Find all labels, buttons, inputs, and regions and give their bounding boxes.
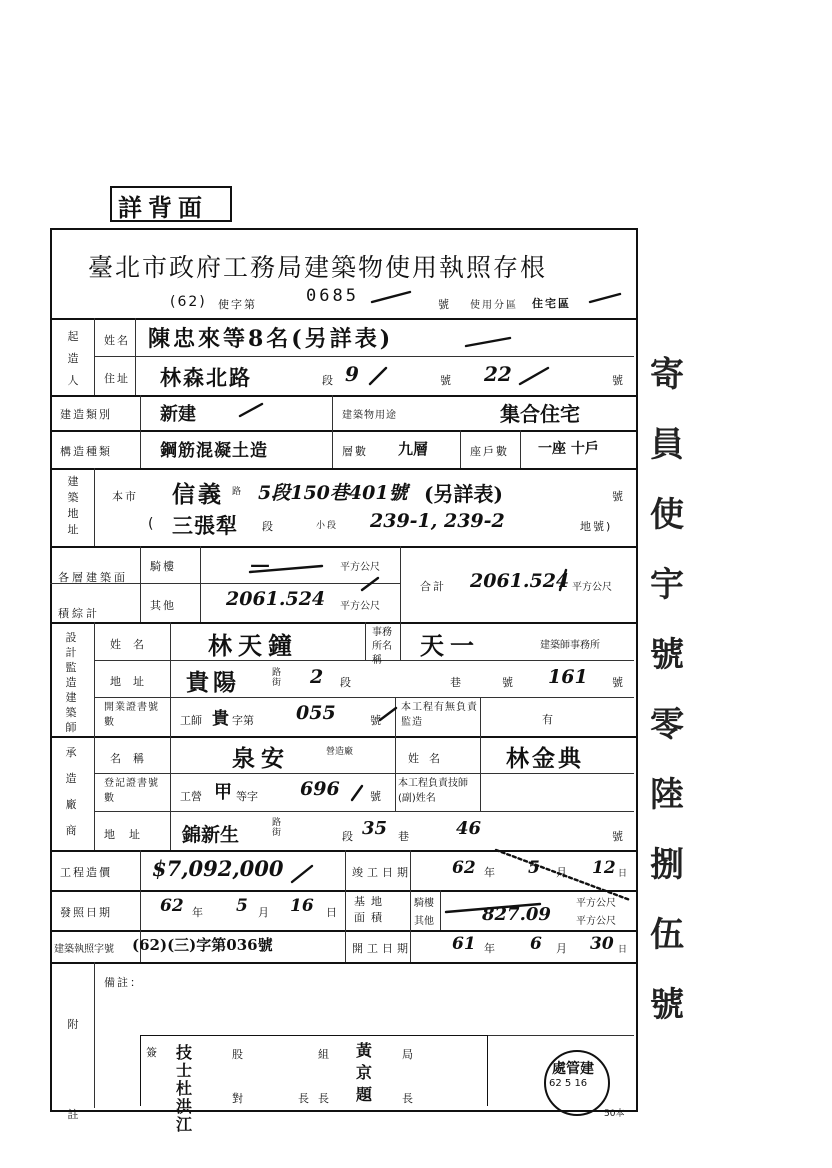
architect-name: 林天鐘 <box>208 631 298 660</box>
complete-month: 5 <box>528 858 540 878</box>
applicant-name: 陳忠來等8名(另詳表) <box>148 326 394 352</box>
start-month: 6 <box>530 934 542 954</box>
vrule <box>94 468 95 546</box>
issue-day-char: 日 <box>326 906 339 919</box>
side-stamp <box>650 340 690 1040</box>
rule <box>50 430 636 432</box>
vrule <box>200 546 201 622</box>
architect-addr: 貴陽 <box>186 669 240 696</box>
contractor-no: 46 <box>456 818 482 839</box>
role-2: 組 <box>318 1048 331 1061</box>
base-value: 827.09 <box>482 904 551 925</box>
units-label: 座戶數 <box>470 445 509 458</box>
license-char: 字第 <box>232 714 254 727</box>
rule <box>50 468 636 470</box>
applicant-addr-label: 住址 <box>104 372 130 385</box>
vrule <box>520 430 521 468</box>
rule <box>50 930 636 932</box>
permit-value: (62)(三)字第036號 <box>132 936 273 954</box>
contractor-addr-label: 地址 <box>104 828 154 841</box>
remarks-label: 備註： <box>104 976 143 989</box>
units-value: 一座 十戶 <box>538 441 599 457</box>
applicant-addr: 林森北路 <box>160 365 252 390</box>
start-day-char: 日 <box>618 945 630 955</box>
permit-label: 建築執照字號 <box>54 944 114 955</box>
complete-day: 12 <box>592 858 616 878</box>
vrule <box>170 622 171 850</box>
issue-year-char: 年 <box>192 906 205 919</box>
contractor-suffix: 營造廠 <box>326 747 354 757</box>
reg-class: 甲 <box>214 782 232 803</box>
contractor-lane: 巷 <box>398 830 411 843</box>
remarks-side-label: 附註 <box>67 1018 79 1121</box>
lot-no: 239-1, 239-2 <box>370 510 505 532</box>
vrule <box>135 318 136 395</box>
header-tag: 詳背面 <box>118 193 208 222</box>
total-unit: 平方公尺 <box>572 582 612 593</box>
rule <box>50 395 636 397</box>
role-1b: 長 <box>298 1092 311 1105</box>
other-unit: 平方公尺 <box>340 601 380 612</box>
architect-name-label: 姓名 <box>110 638 156 651</box>
rule <box>94 811 634 812</box>
architect-section: 2 <box>310 666 324 688</box>
reg-label <box>104 776 166 806</box>
issue-year: 62 <box>160 896 184 916</box>
staff-name-text: 技士杜洪江 <box>176 1043 193 1134</box>
lot-end: 地號) <box>580 520 613 533</box>
rule <box>50 736 636 738</box>
base-label-text: 基地面積 <box>354 895 388 924</box>
vrule <box>332 430 333 468</box>
start-month-char: 月 <box>556 942 569 955</box>
office-suffix: 建築師事務所 <box>540 640 600 651</box>
vrule <box>395 736 396 811</box>
architect-no-label: 號 <box>502 676 515 689</box>
applicant-addr-no: 22 <box>484 362 512 386</box>
type-value: 新建 <box>160 404 196 425</box>
rule <box>50 850 636 852</box>
base-label <box>354 894 404 926</box>
architect-lane-label: 巷 <box>450 676 463 689</box>
location-end: 號 <box>612 490 625 503</box>
supervise-label-text: 本工程有無負責監造 <box>401 702 478 728</box>
complete-year: 62 <box>452 858 476 878</box>
complete-day-char: 日 <box>618 869 630 879</box>
start-year: 61 <box>452 934 476 954</box>
base-other: 其他 <box>414 916 434 927</box>
vrule <box>460 430 461 468</box>
license-label-text: 開業證書號數 <box>104 702 159 728</box>
use-value: 集合住宅 <box>500 402 580 426</box>
start-label: 開工日期 <box>352 942 412 955</box>
architect-addr-end: 號 <box>612 676 625 689</box>
role-1: 股 <box>232 1048 245 1061</box>
supervise-label <box>401 700 479 730</box>
license-value: 055 <box>296 702 336 724</box>
applicant-addr-section-label: 段 <box>322 374 335 387</box>
cost-value: $7,092,000 <box>152 856 284 881</box>
license-number: 0685 <box>306 286 359 306</box>
base-unit-2: 平方公尺 <box>576 916 616 927</box>
contractor-name: 泉安 <box>232 745 290 772</box>
contractor-section: 35 <box>362 818 388 839</box>
zone-value: 住宅區 <box>532 297 571 310</box>
architect-addr-label: 地址 <box>110 675 156 688</box>
tech-label-text: 本工程負責技師(副)姓名 <box>398 778 468 804</box>
vrule <box>140 546 141 622</box>
contractor-person: 林金典 <box>506 745 584 772</box>
license-class: 貴 <box>212 709 229 729</box>
contractor-section-label: 段 <box>342 830 355 843</box>
issue-label: 發照日期 <box>60 906 112 919</box>
tech-label <box>398 776 480 806</box>
applicant-addr-section: 9 <box>345 362 359 386</box>
office-label-text: 事務所名稱 <box>372 627 392 666</box>
total-label: 合計 <box>420 580 446 593</box>
license-end: 號 <box>370 714 383 727</box>
lot-section-label: 段 <box>262 520 275 533</box>
architect-road: 路街 <box>272 668 284 688</box>
vrule <box>395 697 396 736</box>
reg-prefix: 工營 <box>180 790 202 803</box>
location-street-no: 5段150巷401號 <box>258 482 408 504</box>
side-stamp-text: 寄員使宇號零陸捌伍號 <box>650 355 684 1025</box>
cost-label: 工程造價 <box>60 866 112 879</box>
director-stamp <box>356 1040 378 1106</box>
complete-label: 竣工日期 <box>352 866 412 879</box>
architect-section-label: 段 <box>340 676 353 689</box>
struct-value: 鋼筋混凝土造 <box>160 441 268 461</box>
complete-month-char: 月 <box>556 866 569 879</box>
other-value: 2061.524 <box>226 588 326 610</box>
role-3b: 長 <box>402 1092 415 1105</box>
issue-day: 16 <box>290 896 314 916</box>
applicant-name-label: 姓名 <box>104 334 130 347</box>
vrule <box>345 850 346 962</box>
other-label: 其他 <box>150 599 176 612</box>
issue-month-char: 月 <box>258 906 271 919</box>
floors-label: 層數 <box>342 445 368 458</box>
license-char: 使字第 <box>218 298 257 311</box>
architect-no: 161 <box>548 666 588 688</box>
base-arcade: 騎樓 <box>414 898 434 909</box>
arcade-unit: 平方公尺 <box>340 562 380 573</box>
date-stamp-date: 62 5 16 <box>549 1078 588 1089</box>
reg-end: 號 <box>370 790 383 803</box>
rule <box>50 962 636 964</box>
license-suffix: 號 <box>438 298 451 311</box>
complete-year-char: 年 <box>484 866 497 879</box>
staff-name <box>176 1044 194 1134</box>
issue-month: 5 <box>236 896 248 916</box>
lot-sub-label: 小段 <box>316 521 339 531</box>
lot-section: 三張犁 <box>172 513 238 538</box>
reg-char: 等字 <box>236 790 258 803</box>
use-label: 建築物用途 <box>342 410 397 421</box>
vrule <box>94 962 95 1108</box>
location-city: 本市 <box>112 490 138 503</box>
start-day: 30 <box>590 934 614 954</box>
contractor-road: 路街 <box>272 818 284 838</box>
total-value: 2061.524 <box>470 570 570 592</box>
sign-label: 簽 <box>146 1046 159 1059</box>
type-label: 建造類別 <box>60 408 112 421</box>
vrule <box>332 395 333 430</box>
vrule <box>480 697 481 736</box>
location-group-label: 建築地址 <box>67 475 79 536</box>
vrule <box>400 622 401 660</box>
page-title: 臺北市政府工務局建築物使用執照存根 <box>88 253 548 282</box>
vrule <box>440 890 441 930</box>
lot-open: ( <box>148 516 156 532</box>
area-group-text: 各層建築面積綜計 <box>58 571 128 620</box>
rule <box>94 697 634 698</box>
applicant-addr-end: 號 <box>612 374 625 387</box>
vrule <box>400 546 401 622</box>
vrule <box>140 395 141 468</box>
footer-count: 50本 <box>604 1109 625 1119</box>
architect-group-label: 設計監造建築師 <box>65 631 77 734</box>
reg-label-text: 登記證書號數 <box>104 778 159 804</box>
date-stamp-text: 處管建 <box>552 1061 594 1077</box>
contractor-group-label: 承造廠商 <box>65 746 77 837</box>
area-group-label <box>58 560 138 632</box>
rule <box>50 890 636 892</box>
contractor-addr-end: 號 <box>612 830 625 843</box>
reg-value: 696 <box>300 778 340 800</box>
rule <box>50 318 636 320</box>
supervise-value: 有 <box>542 713 555 726</box>
office-value: 天一 <box>420 631 480 660</box>
rule <box>94 660 634 661</box>
license-label <box>104 700 166 730</box>
arcade-value: — <box>250 552 270 576</box>
location-street: 信義 <box>172 481 224 508</box>
role-2b: 長 <box>318 1092 331 1105</box>
location-road: 路 <box>232 487 244 497</box>
base-unit-1: 平方公尺 <box>576 898 616 909</box>
vrule <box>480 736 481 811</box>
rule <box>94 773 634 774</box>
contractor-name-label: 名稱 <box>110 752 156 765</box>
vrule <box>94 318 95 395</box>
start-year-char: 年 <box>484 942 497 955</box>
arcade-label: 騎樓 <box>150 560 176 573</box>
role-3: 局 <box>402 1048 415 1061</box>
vrule <box>365 622 366 660</box>
contractor-person-label: 姓名 <box>408 752 450 765</box>
license-prefix: 工師 <box>180 714 202 727</box>
office-label <box>372 626 398 668</box>
applicant-group-label: 起造人 <box>67 330 79 387</box>
vrule <box>94 622 95 850</box>
location-note: (另詳表) <box>424 482 503 506</box>
director-stamp-text: 黃京題 <box>356 1041 373 1104</box>
rule <box>50 546 636 548</box>
rule <box>94 356 634 357</box>
applicant-addr-no-label: 號 <box>440 374 453 387</box>
license-year: (62) <box>170 294 207 310</box>
sign-1: 對 <box>232 1092 245 1105</box>
contractor-addr: 錦新生 <box>182 824 240 846</box>
struct-label: 構造種類 <box>60 445 112 458</box>
floors-value: 九層 <box>398 440 429 458</box>
zone-label: 使用分區 <box>470 300 518 311</box>
